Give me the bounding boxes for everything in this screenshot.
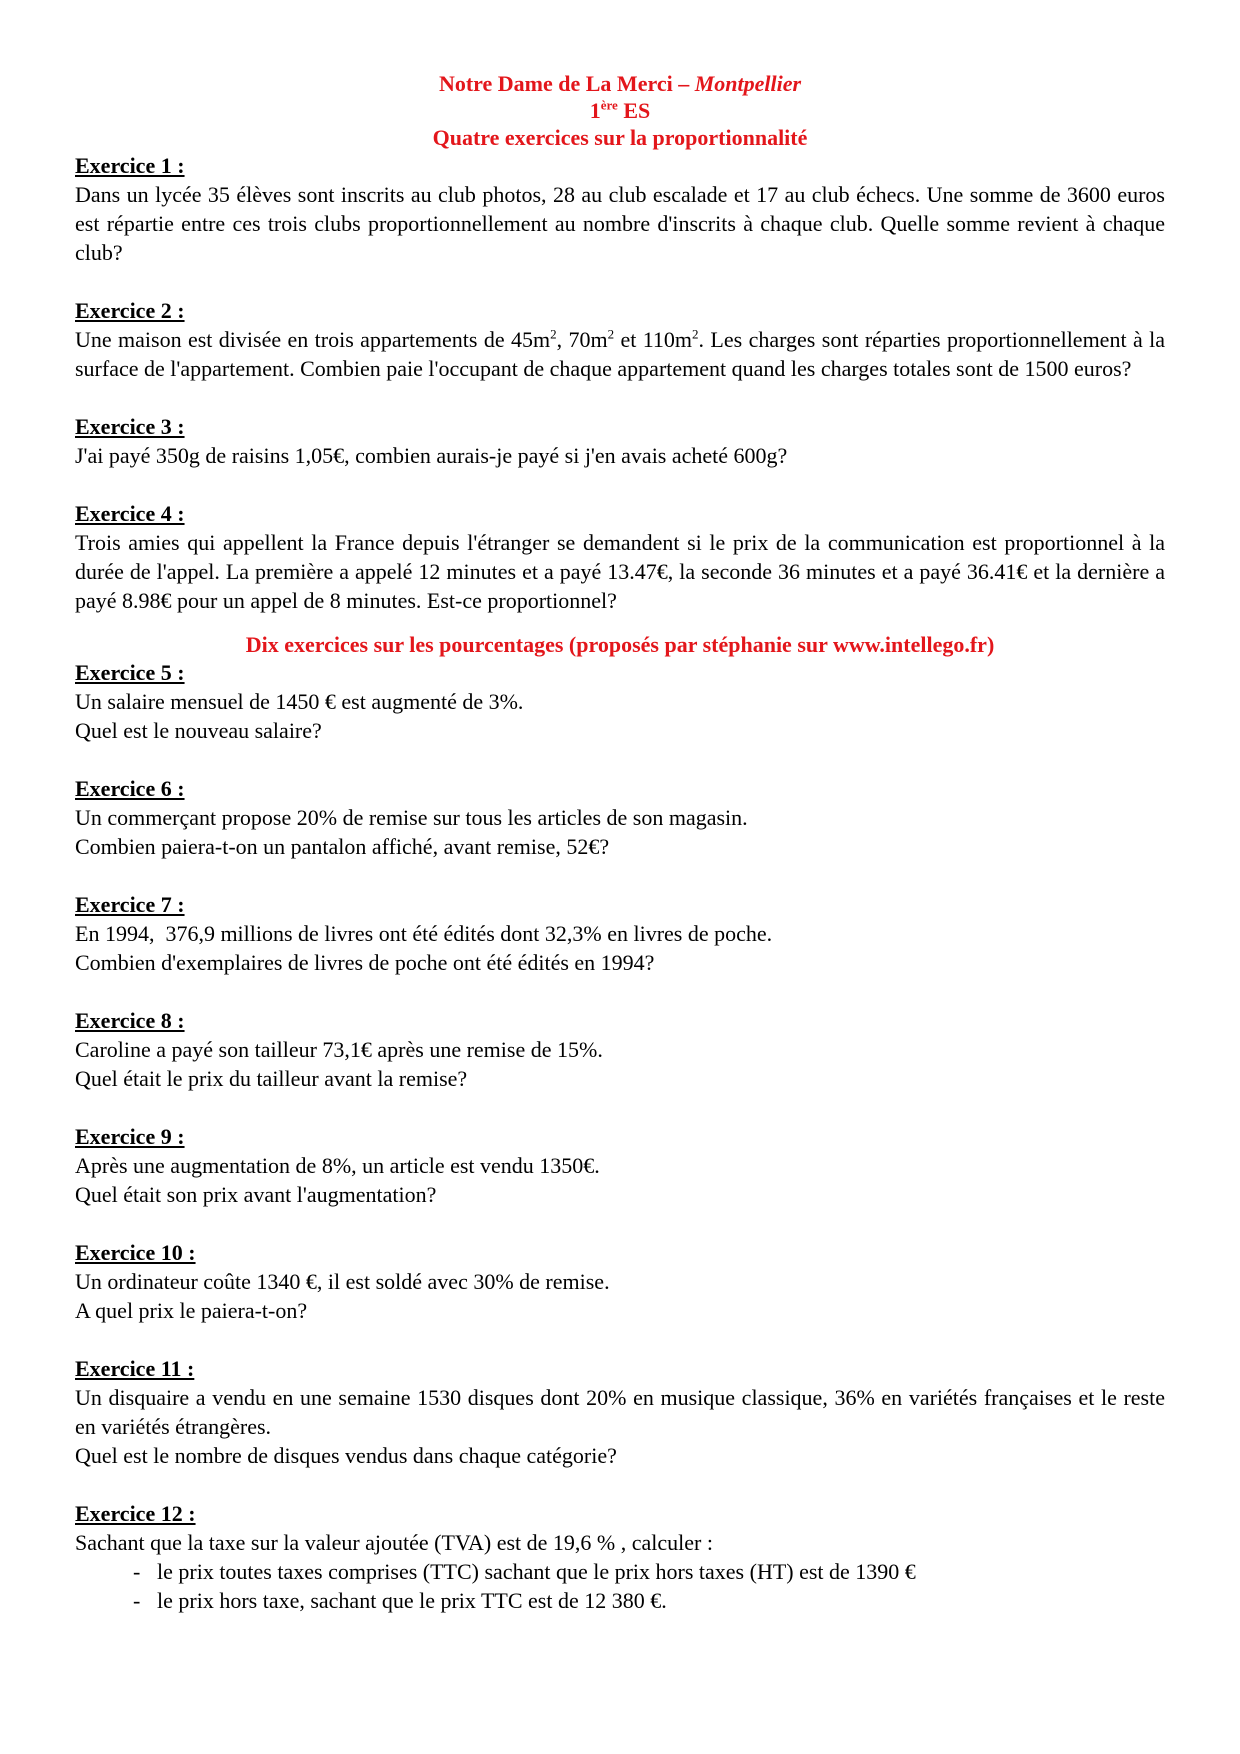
- section-title-proportionnalite: Quatre exercices sur la proportionnalité: [432, 125, 808, 150]
- exercise-title: Exercice 12 :: [75, 1501, 196, 1526]
- exercise-8: [75, 1006, 1165, 1093]
- exercise-title: Exercice 9 :: [75, 1124, 185, 1149]
- exercise-line: Quel est le nombre de disques vendus dans chaque catégorie?: [75, 1443, 617, 1468]
- exercise-title: Exercice 11 :: [75, 1356, 195, 1381]
- exercise-2: [75, 296, 1165, 383]
- exercise-line: En 1994, 376,9 millions de livres ont été édités dont 32,3% en livres de poche.: [75, 921, 773, 946]
- exercise-line: Caroline a payé son tailleur 73,1€ après une remise de 15%.: [75, 1037, 603, 1062]
- school-header: [75, 70, 1165, 97]
- exercise-10: [75, 1238, 1165, 1325]
- exercise-title: Exercice 5 :: [75, 660, 185, 685]
- exercise-title: Exercice 6 :: [75, 776, 185, 801]
- exercise-5: [75, 658, 1165, 745]
- school-city: Montpellier: [694, 71, 802, 96]
- exercise-line: Quel était son prix avant l'augmentation?: [75, 1182, 437, 1207]
- exercise-4: [75, 499, 1165, 615]
- exercise-6: [75, 774, 1165, 861]
- exercise-title: Exercice 3 :: [75, 414, 185, 439]
- class-level: [75, 97, 1165, 124]
- exercise-text: J'ai payé 350g de raisins 1,05€, combien aurais-je payé si j'en avais acheté 600g?: [75, 443, 788, 468]
- exercise-11: [75, 1354, 1165, 1470]
- exercise-line: Sachant que la taxe sur la valeur ajoutée (TVA) est de 19,6 % , calculer :: [75, 1530, 713, 1555]
- exercise-title: Exercice 1 :: [75, 153, 185, 178]
- exercise-line: Combien d'exemplaires de livres de poche ont été édités en 1994?: [75, 950, 655, 975]
- exercise-title: Exercice 7 :: [75, 892, 185, 917]
- exercise-9: [75, 1122, 1165, 1209]
- exercise-line: Quel est le nouveau salaire?: [75, 718, 322, 743]
- exercise-text: Une maison est divisée en trois appartements de $45m^2$, $70m^2$ et $110m^2$. Les charges sont réparties proportionnellement à la surface de l'appartement. Combien paie l'occupant de chaque appartement quand les charges totales sont de 1500 euros?: [75, 326, 1165, 381]
- class-number: 1: [589, 98, 601, 123]
- exercise-1: [75, 151, 1165, 267]
- exercise-line: Après une augmentation de 8%, un article est vendu 1350€.: [75, 1153, 600, 1178]
- list-item: - le prix hors taxe, sachant que le prix TTC est de 12 380 €.: [133, 1586, 1165, 1615]
- document-page: [75, 70, 1165, 1644]
- class-name: ES: [617, 98, 651, 123]
- exercise-item-list: [75, 1557, 1165, 1615]
- exercise-7: [75, 890, 1165, 977]
- exercise-line: Un salaire mensuel de 1450 € est augmenté de 3%.: [75, 689, 524, 714]
- exercise-text: Trois amies qui appellent la France depuis l'étranger se demandent si le prix de la communication est proportionnel à la durée de l'appel. La première a appelé 12 minutes et a payé 13.47€, la seconde 36 minutes et a payé 36.41€ et la dernière a payé 8.98€ pour un appel de 8 minutes. Est-ce proportionnel?: [75, 530, 1165, 613]
- list-item: - le prix toutes taxes comprises (TTC) sachant que le prix hors taxes (HT) est de 1390 €: [133, 1557, 1165, 1586]
- exercise-12: [75, 1499, 1165, 1615]
- exercise-text: Dans un lycée 35 élèves sont inscrits au club photos, 28 au club escalade et 17 au club échecs. Une somme de 3600 euros est répartie entre ces trois clubs proportionnellement au nombre d'inscrits à chaque club. Quelle somme revient à chaque club?: [75, 182, 1165, 265]
- exercise-title: Exercice 10 :: [75, 1240, 196, 1265]
- exercise-3: [75, 412, 1165, 470]
- school-name: Notre Dame de La Merci –: [438, 71, 695, 96]
- class-superscript: ère: [600, 97, 618, 113]
- exercise-title: Exercice 8 :: [75, 1008, 185, 1033]
- exercise-line: Quel était le prix du tailleur avant la remise?: [75, 1066, 468, 1091]
- exercise-line: A quel prix le paiera-t-on?: [75, 1298, 308, 1323]
- exercise-title: Exercice 4 :: [75, 501, 185, 526]
- exercise-line: Un ordinateur coûte 1340 €, il est soldé avec 30% de remise.: [75, 1269, 610, 1294]
- exercise-line: Un disquaire a vendu en une semaine 1530 disques dont 20% en musique classique, 36% en variétés françaises et le reste en variétés étrangères.: [75, 1385, 1165, 1439]
- exercise-line: Un commerçant propose 20% de remise sur tous les articles de son magasin.: [75, 805, 748, 830]
- exercise-title: Exercice 2 :: [75, 298, 185, 323]
- exercise-line: Combien paiera-t-on un pantalon affiché, avant remise, 52€?: [75, 834, 610, 859]
- section-title-pourcentages: Dix exercices sur les pourcentages (proposés par stéphanie sur www.intellego.fr): [245, 632, 995, 657]
